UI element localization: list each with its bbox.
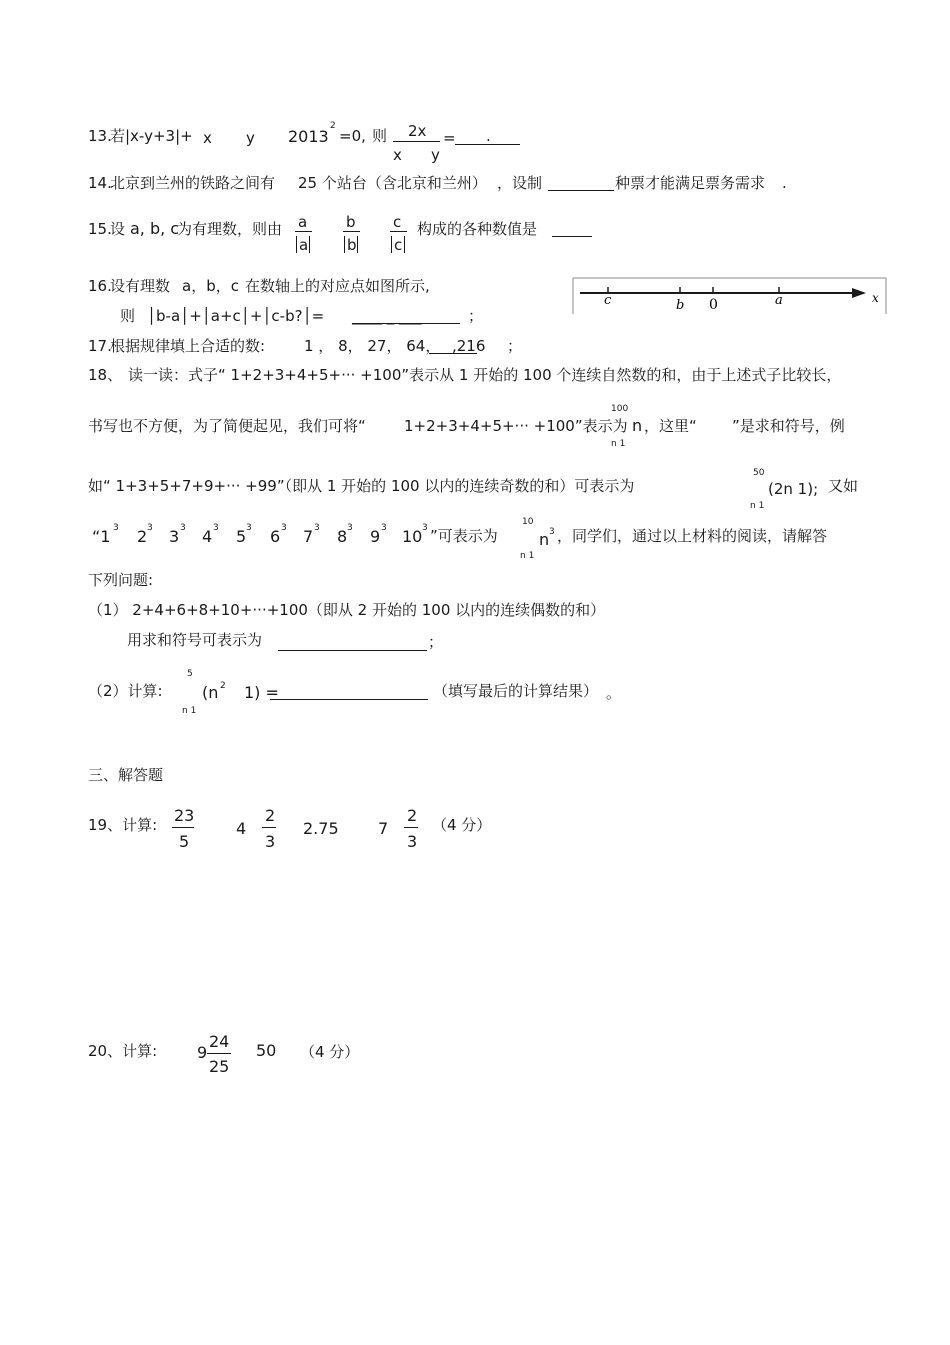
q14-answer-blank[interactable] (548, 190, 614, 191)
q18-cube-1: “1 (92, 527, 111, 546)
q15-fa-num: a (298, 213, 308, 231)
q18-part2-answer-blank[interactable] (270, 699, 428, 700)
q18-line3a: 如“ 1+3+5+7+9+··· +99”（即从 1 开始的 100 以内的连续奇数的和）可表示为 (88, 477, 635, 495)
q16-answer-underline (352, 323, 460, 324)
q13-then: 则 (372, 127, 388, 145)
q19-val3: 2.75 (303, 819, 339, 838)
label-b: b (676, 298, 685, 313)
q15-text2: 为有理数，则由 (177, 220, 283, 238)
q19-frac1-bar (172, 827, 194, 828)
q18-cube-exp-9: 3 (381, 523, 387, 533)
q18-cube-exp-6: 3 (281, 523, 287, 533)
q13-year: 2013 (288, 127, 329, 146)
q19-frac1-den: 5 (179, 832, 190, 851)
q18-part1-answer-blank[interactable] (278, 650, 427, 651)
q18-cube-exp-5: 3 (246, 523, 252, 533)
q19-frac4-num: 2 (407, 806, 418, 825)
q20-whole: 9 (197, 1043, 208, 1062)
q16-end: ； (468, 307, 484, 325)
q18-sum2-bottom: n 1 (750, 501, 765, 511)
q13-frac-den-y: y (431, 146, 440, 164)
q19-frac1-num: 23 (174, 806, 195, 825)
section-title-answers: 三、解答题 (88, 766, 164, 784)
q18-sum4-bottom: n 1 (182, 706, 197, 716)
q15-vars: a, b, c (130, 219, 180, 238)
label-c: c (604, 293, 612, 308)
q18-line4b: ，同学们，通过以上材料的阅读，请解答 (557, 527, 828, 545)
q14-text1: 北京到兰州的铁路之间有 (110, 174, 276, 192)
q15-fc-bar (390, 231, 407, 232)
q18-cube-5: 5 (236, 527, 247, 546)
q13-eq0: =0, (339, 127, 366, 145)
q18-part2-note: （填写最后的计算结果） (433, 682, 599, 700)
axis-arrow-icon (852, 288, 866, 298)
q20-points: （4 分） (300, 1043, 360, 1061)
q18-cube-3: 3 (169, 527, 180, 546)
q18-cube-exp-2: 3 (147, 523, 153, 533)
q19-frac2-num: 2 (265, 806, 276, 825)
q20-frac-bar (207, 1053, 231, 1054)
q18-cube-8: 8 (337, 527, 348, 546)
q15-fc-abs-left (391, 236, 392, 253)
q13-frac-den-x: x (393, 146, 402, 164)
q14-text3: 种票才能满足票务需求 (615, 174, 766, 192)
q13-prefix: 若|x-y+3|+ (110, 127, 193, 145)
q16-text1: 设有理数 (110, 277, 171, 295)
q18-sum1-body: n (632, 416, 643, 435)
q18-line4a: ”可表示为 (430, 527, 498, 545)
q15-text3: 构成的各种数值是 (417, 220, 538, 238)
q18-part2: （2）计算: (88, 682, 163, 700)
q14-count: 25 个站台（含北京和兰州） (298, 174, 487, 192)
q18-cube-6: 6 (270, 527, 281, 546)
q18-line2d: ”是求和符号，例 (732, 417, 845, 435)
q18-number: 18、 (88, 366, 123, 384)
q18-part2-end: 。 (606, 684, 622, 702)
q18-part1: （1） 2+4+6+8+10+···+100（即从 2 开始的 100 以内的连续偶数的和） (88, 601, 606, 619)
q14-end: . (782, 174, 787, 192)
q15-answer-blank[interactable] (552, 236, 592, 237)
q13-y: y (246, 129, 255, 147)
q17-answer-underline (429, 353, 477, 354)
q18-sum4-tail: 1) = (244, 683, 279, 702)
q19-whole2: 4 (236, 819, 247, 838)
q17-text: 根据规律填上合适的数: (110, 337, 266, 355)
q18-cube-exp-4: 3 (213, 523, 219, 533)
q18-cube-7: 7 (303, 527, 314, 546)
q15-fb-den: b (347, 236, 357, 254)
q18-sum2-top: 50 (753, 468, 765, 478)
q16-vars: a，b，c (182, 277, 239, 295)
q19-frac4-den: 3 (407, 832, 418, 851)
q15-fb-abs-left (344, 236, 345, 253)
q18-sum2-body: (2n 1); (768, 480, 819, 498)
q18-cube-exp-3: 3 (180, 523, 186, 533)
q14-number: 14. (88, 174, 112, 192)
q18-sum4-top: 5 (187, 669, 193, 679)
q13-frac-num: 2x (408, 122, 427, 140)
q18-sum3-top: 10 (522, 517, 534, 527)
q18-sum3-bottom: n 1 (520, 551, 535, 561)
q18-line2c: ，这里“ (644, 417, 697, 435)
q18-cube-exp-10: 3 (422, 523, 428, 533)
q20-frac-num: 24 (209, 1032, 230, 1051)
label-x: x (872, 291, 879, 305)
q18-part1b: 用求和符号可表示为 (127, 631, 263, 649)
q17-end: ； (507, 337, 523, 355)
q13-number: 13. (88, 127, 112, 145)
q15-fc-den: c (394, 236, 403, 254)
q18-line1: 读一读：式子“ 1+2+3+4+5+··· +100”表示从 1 开始的 100 个连续自然数的和，由于上述式子比较长， (128, 366, 842, 384)
q19-frac2-den: 3 (265, 832, 276, 851)
q18-cube-4: 4 (202, 527, 213, 546)
q15-fa-bar (295, 231, 312, 232)
q20-val: 50 (256, 1041, 277, 1060)
q13-x: x (203, 129, 212, 147)
q20-number: 20、计算: (88, 1042, 158, 1060)
q13-frac-bar (393, 141, 440, 142)
q15-fc-num: c (393, 213, 402, 231)
q13-eq: = (443, 129, 456, 147)
q18-sum1-bottom: n 1 (611, 439, 626, 449)
q18-cube-exp-8: 3 (347, 523, 353, 533)
q18-cube-exp-1: 3 (113, 523, 119, 533)
q15-fa-den: a (299, 236, 309, 254)
q17-answer[interactable]: ,216 (452, 337, 486, 355)
q18-cube-exp-7: 3 (314, 523, 320, 533)
q17-sequence: 1 ， 8， 27， 64， (304, 337, 441, 355)
q16-then: 则 (120, 307, 136, 325)
q18-line2a: 书写也不方便，为了简便起见，我们可将“ (88, 417, 366, 435)
q18-sum3-body: n (539, 530, 550, 549)
q15-fa-abs-right (309, 236, 310, 253)
q16-answer-blank[interactable]: ____ _ ___ (352, 307, 422, 325)
q13-exponent: 2 (330, 121, 336, 131)
label-zero: 0 (709, 297, 718, 313)
q15-text1: 设 (110, 220, 126, 238)
label-a: a (775, 293, 783, 308)
q19-number: 19、计算: (88, 816, 158, 834)
q18-cube-2: 2 (137, 527, 148, 546)
q18-sum3-exp: 3 (549, 527, 555, 537)
q19-points: （4 分） (432, 816, 492, 834)
q16-expression: │b-a│+│a+c│+│c-b?│= (147, 307, 325, 325)
q18-line2b: 1+2+3+4+5+··· +100”表示为 (404, 417, 628, 435)
q18-sum1-top: 100 (611, 404, 629, 414)
q15-fc-abs-right (404, 236, 405, 253)
q18-cube-9: 9 (370, 527, 381, 546)
q13-dot: . (486, 127, 491, 145)
q20-frac-den: 25 (209, 1057, 230, 1076)
q15-fb-abs-right (357, 236, 358, 253)
q19-whole4: 7 (378, 819, 389, 838)
q16-number: 16. (88, 277, 112, 295)
q17-number: 17. (88, 337, 112, 355)
q18-part1-end: ； (428, 633, 444, 651)
q15-number: 15. (88, 220, 112, 238)
q15-fb-bar (343, 231, 360, 232)
q18-line5: 下列问题: (88, 571, 154, 589)
q14-text2: ，设制 (497, 174, 543, 192)
q18-line3b: 又如 (828, 477, 859, 495)
q15-fa-abs-left (296, 236, 297, 253)
q18-sum4-body: (n (202, 683, 219, 702)
q18-sum4-exp: 2 (220, 681, 226, 691)
q19-frac2-bar (262, 827, 276, 828)
number-line-figure (568, 276, 890, 316)
q19-frac4-bar (404, 827, 418, 828)
q16-text2: 在数轴上的对应点如图所示, (245, 277, 430, 295)
q15-fb-num: b (346, 213, 356, 231)
q18-cube-10: 10 (402, 527, 423, 546)
